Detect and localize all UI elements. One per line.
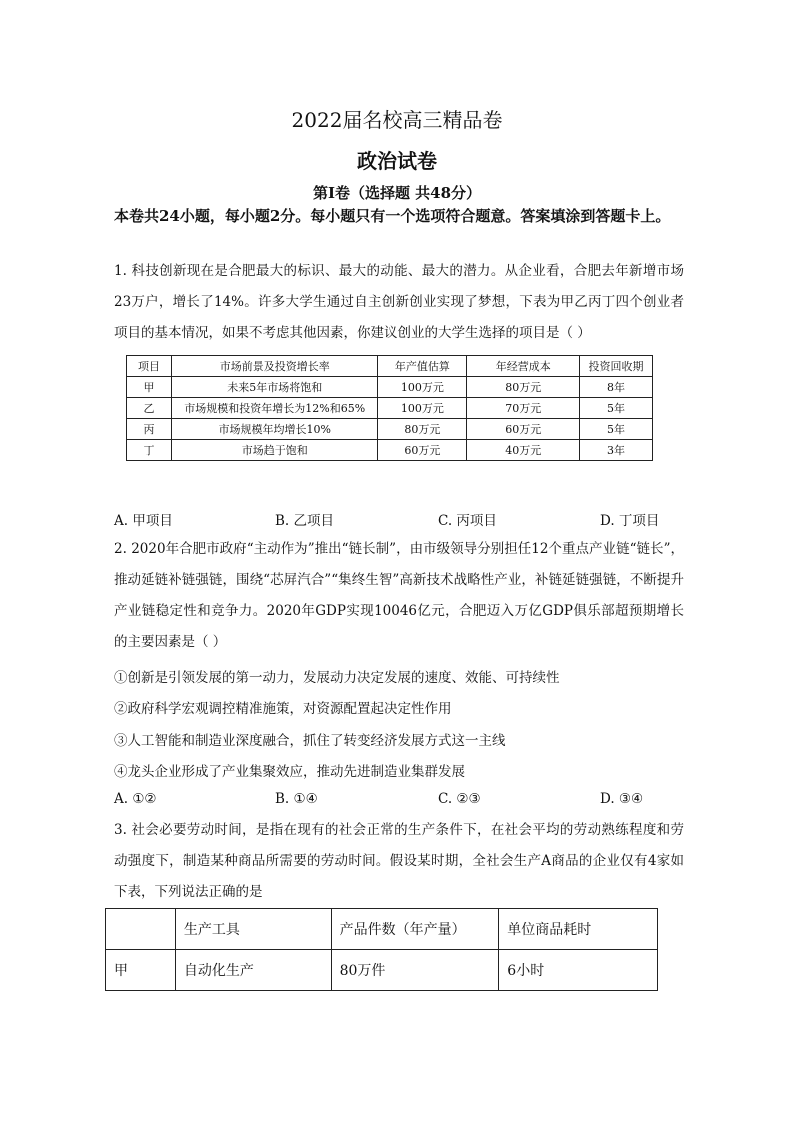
question-2-stem: 2. 2020年合肥市政府“主动作为”推出“链长制”，由市级领导分别担任12个重点产业链“链长”，推动延链补链强链，围绕“芯屏汽合”“集终生智”高新技术战略性产业，补链延链强链，不断提升产业链稳定性和竞争力。2020年GDP实现10046亿元，合肥迈入万亿GDP俱乐部超预期增长的主要因素是（ ） [114, 541, 684, 650]
table-row [127, 398, 653, 419]
table-cell: 80万元 [467, 377, 580, 398]
table-cell: 丁 [127, 440, 172, 461]
table-row [127, 419, 653, 440]
table-cell: 3年 [580, 440, 653, 461]
table-cell: 5年 [580, 419, 653, 440]
q2-statement-1: ①创新是引领发展的第一动力，发展动力决定发展的速度、效能、可持续性 [114, 670, 560, 686]
q1-option-c[interactable]: C. 丙项目 [438, 513, 497, 529]
q2-option-b[interactable]: B. ①④ [275, 791, 318, 807]
table-cell: 60万元 [378, 440, 467, 461]
table-header-cell: 投资回收期 [580, 356, 653, 377]
table-cell: 100万元 [378, 377, 467, 398]
table-cell: 市场趋于饱和 [171, 440, 378, 461]
table-cell: 40万元 [467, 440, 580, 461]
table-cell: 甲 [106, 950, 176, 991]
table-cell: 80万件 [331, 950, 499, 991]
question-3-stem: 3. 社会必要劳动时间，是指在现有的社会正常的生产条件下，在社会平均的劳动熟练程度和劳动强度下，制造某种商品所需要的劳动时间。假设某时期，全社会生产A商品的企业仅有4家如下表，下列说法正确的是 [114, 822, 684, 900]
q2-statement-4: ④龙头企业形成了产业集聚效应，推动先进制造业集群发展 [114, 764, 465, 780]
table-header-cell: 生产工具 [175, 909, 331, 950]
table-cell: 80万元 [378, 419, 467, 440]
table-header-cell: 项目 [127, 356, 172, 377]
subject-title: 政治试卷 [357, 149, 437, 173]
table-cell: 市场规模和投资年增长为12%和65% [171, 398, 378, 419]
table-cell: 100万元 [378, 398, 467, 419]
table-header-cell: 单位商品耗时 [499, 909, 658, 950]
table-row [127, 440, 653, 461]
q1-option-d[interactable]: D. 丁项目 [600, 513, 660, 529]
q2-statement-2: ②政府科学宏观调控精准施策，对资源配置起决定性作用 [114, 701, 452, 717]
section-title: 第Ⅰ卷（选择题 共48分） [312, 184, 482, 202]
q1-option-a[interactable]: A. 甲项目 [114, 513, 173, 529]
q2-option-d[interactable]: D. ③④ [600, 791, 644, 807]
table-header-cell: 年产值估算 [378, 356, 467, 377]
table-header-cell: 市场前景及投资增长率 [171, 356, 378, 377]
question-3-table [105, 908, 658, 991]
q2-option-a[interactable]: A. ①② [114, 791, 157, 807]
table-header-row [127, 356, 653, 377]
q2-statement-3: ③人工智能和制造业深度融合，抓住了转变经济发展方式这一主线 [114, 733, 506, 749]
instructions: 本卷共24小题，每小题2分。每小题只有一个选项符合题意。答案填涂到答题卡上。 [114, 207, 671, 225]
question-1-table [126, 355, 653, 461]
table-header-cell: 产品件数（年产量） [331, 909, 499, 950]
table-header-cell: 年经营成本 [467, 356, 580, 377]
table-row [127, 377, 653, 398]
table-header-cell [106, 909, 176, 950]
table-cell: 5年 [580, 398, 653, 419]
table-cell: 丙 [127, 419, 172, 440]
table-cell: 6小时 [499, 950, 658, 991]
table-cell: 8年 [580, 377, 653, 398]
table-cell: 自动化生产 [175, 950, 331, 991]
table-cell: 60万元 [467, 419, 580, 440]
question-1-stem: 1. 科技创新现在是合肥最大的标识、最大的动能、最大的潜力。从企业看，合肥去年新增市场23万户，增长了14%。许多大学生通过自主创新创业实现了梦想，下表为甲乙丙丁四个创业者项目的基本情况，如果不考虑其他因素，你建议创业的大学生选择的项目是（ ） [114, 263, 684, 341]
q1-option-b[interactable]: B. 乙项目 [275, 513, 335, 529]
table-cell: 市场规模年均增长10% [171, 419, 378, 440]
q2-option-c[interactable]: C. ②③ [438, 791, 481, 807]
table-cell: 甲 [127, 377, 172, 398]
table-cell: 70万元 [467, 398, 580, 419]
table-cell: 乙 [127, 398, 172, 419]
exam-title: 2022届名校高三精品卷 [291, 108, 503, 132]
table-header-row [106, 909, 658, 950]
table-cell: 未来5年市场将饱和 [171, 377, 378, 398]
table-row [106, 950, 658, 991]
